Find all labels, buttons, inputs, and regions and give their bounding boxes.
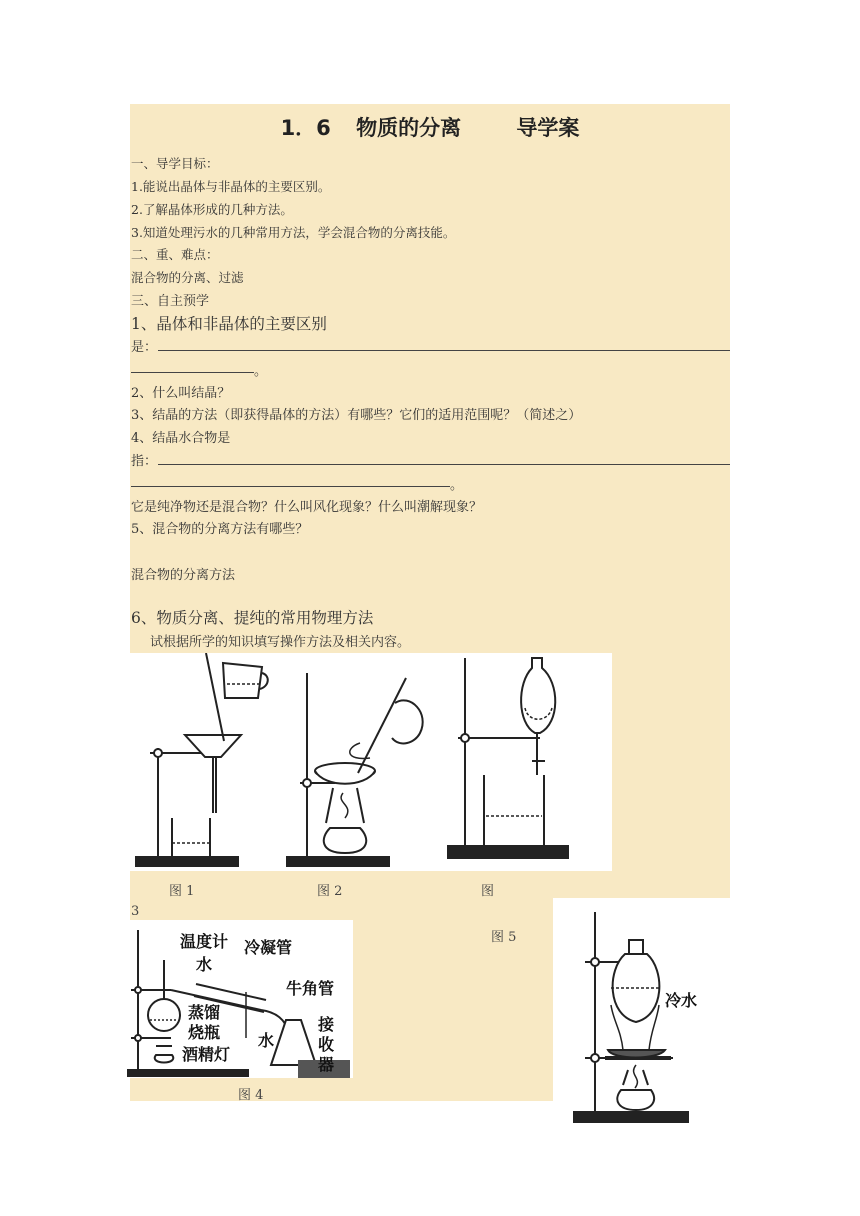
goal-1: 1.能说出晶体与非晶体的主要区别。	[131, 179, 331, 194]
page-title	[130, 112, 730, 142]
figure-5-image	[573, 910, 713, 1125]
question-3: 3、结晶的方法（即获得晶体的方法）有哪些？它们的适用范围呢？（简述之）	[131, 408, 582, 423]
question-5: 5、混合物的分离方法有哪些？	[131, 522, 309, 537]
figure-2-caption: 图 2	[317, 884, 343, 899]
goal-3: 3.知道处理污水的几种常用方法，学会混合物的分离技能。	[131, 225, 456, 240]
label-flask-line2: 烧瓶	[188, 1023, 221, 1042]
answer-line-1b[interactable]	[131, 372, 254, 373]
instruction: 试根据所学的知识填写操作方法及相关内容。	[150, 635, 411, 650]
label-water-in: 水	[258, 1031, 275, 1050]
question-4-prefix: 指：	[131, 454, 158, 469]
figure-3-caption: 图	[481, 884, 495, 899]
title-number: 1．6	[280, 116, 331, 140]
answer-line-4b[interactable]	[131, 486, 450, 487]
label-receiver-2: 收	[318, 1035, 335, 1054]
label-adapter: 牛角管	[286, 979, 335, 998]
label-receiver-1: 接	[318, 1015, 335, 1034]
figure-4-image	[126, 920, 353, 1078]
separatory-funnel-apparatus	[448, 658, 568, 858]
figure-1-3-image	[130, 653, 612, 871]
question-6: 6、物质分离、提纯的常用物理方法	[131, 609, 374, 627]
question-1: 1、晶体和非晶体的主要区别	[131, 315, 327, 333]
separation-methods: 混合物的分离方法	[131, 568, 236, 583]
key-header: 二、重、难点：	[131, 247, 219, 262]
title-kind: 导学案	[516, 116, 580, 140]
figure-4-caption: 图 4	[238, 1088, 264, 1103]
goals-header: 一、导学目标：	[131, 156, 219, 171]
answer-line-1a[interactable]	[158, 350, 730, 351]
figure-3-caption-number: 3	[131, 904, 140, 919]
goal-2: 2.了解晶体形成的几种方法。	[131, 202, 293, 217]
label-alcohol-lamp: 酒精灯	[182, 1045, 231, 1064]
question-1-prefix: 是：	[131, 340, 158, 355]
label-condenser: 冷凝管	[244, 938, 293, 957]
question-4-end: 。	[450, 478, 464, 493]
label-receiver-3: 器	[318, 1055, 335, 1074]
question-4b: 它是纯净物还是混合物？什么叫风化现象？什么叫潮解现象？	[131, 500, 483, 515]
label-cold-water: 冷水	[665, 991, 698, 1010]
evaporation-apparatus	[287, 673, 423, 866]
figure-5-caption: 图 5	[491, 930, 517, 945]
label-water-out: 水	[196, 955, 213, 974]
figure-1-caption: 图 1	[169, 884, 195, 899]
label-thermometer: 温度计	[180, 932, 229, 951]
title-name: 物质的分离	[356, 116, 462, 140]
question-2: 2、什么叫结晶？	[131, 386, 231, 401]
filtration-apparatus	[136, 653, 268, 866]
preview-header: 三、自主预学	[131, 294, 210, 309]
key-content: 混合物的分离、过滤	[131, 270, 244, 285]
answer-line-4a[interactable]	[158, 464, 730, 465]
question-1-end: 。	[254, 364, 268, 379]
question-4: 4、结晶水合物是	[131, 431, 231, 446]
label-flask-line1: 蒸馏	[188, 1003, 221, 1022]
